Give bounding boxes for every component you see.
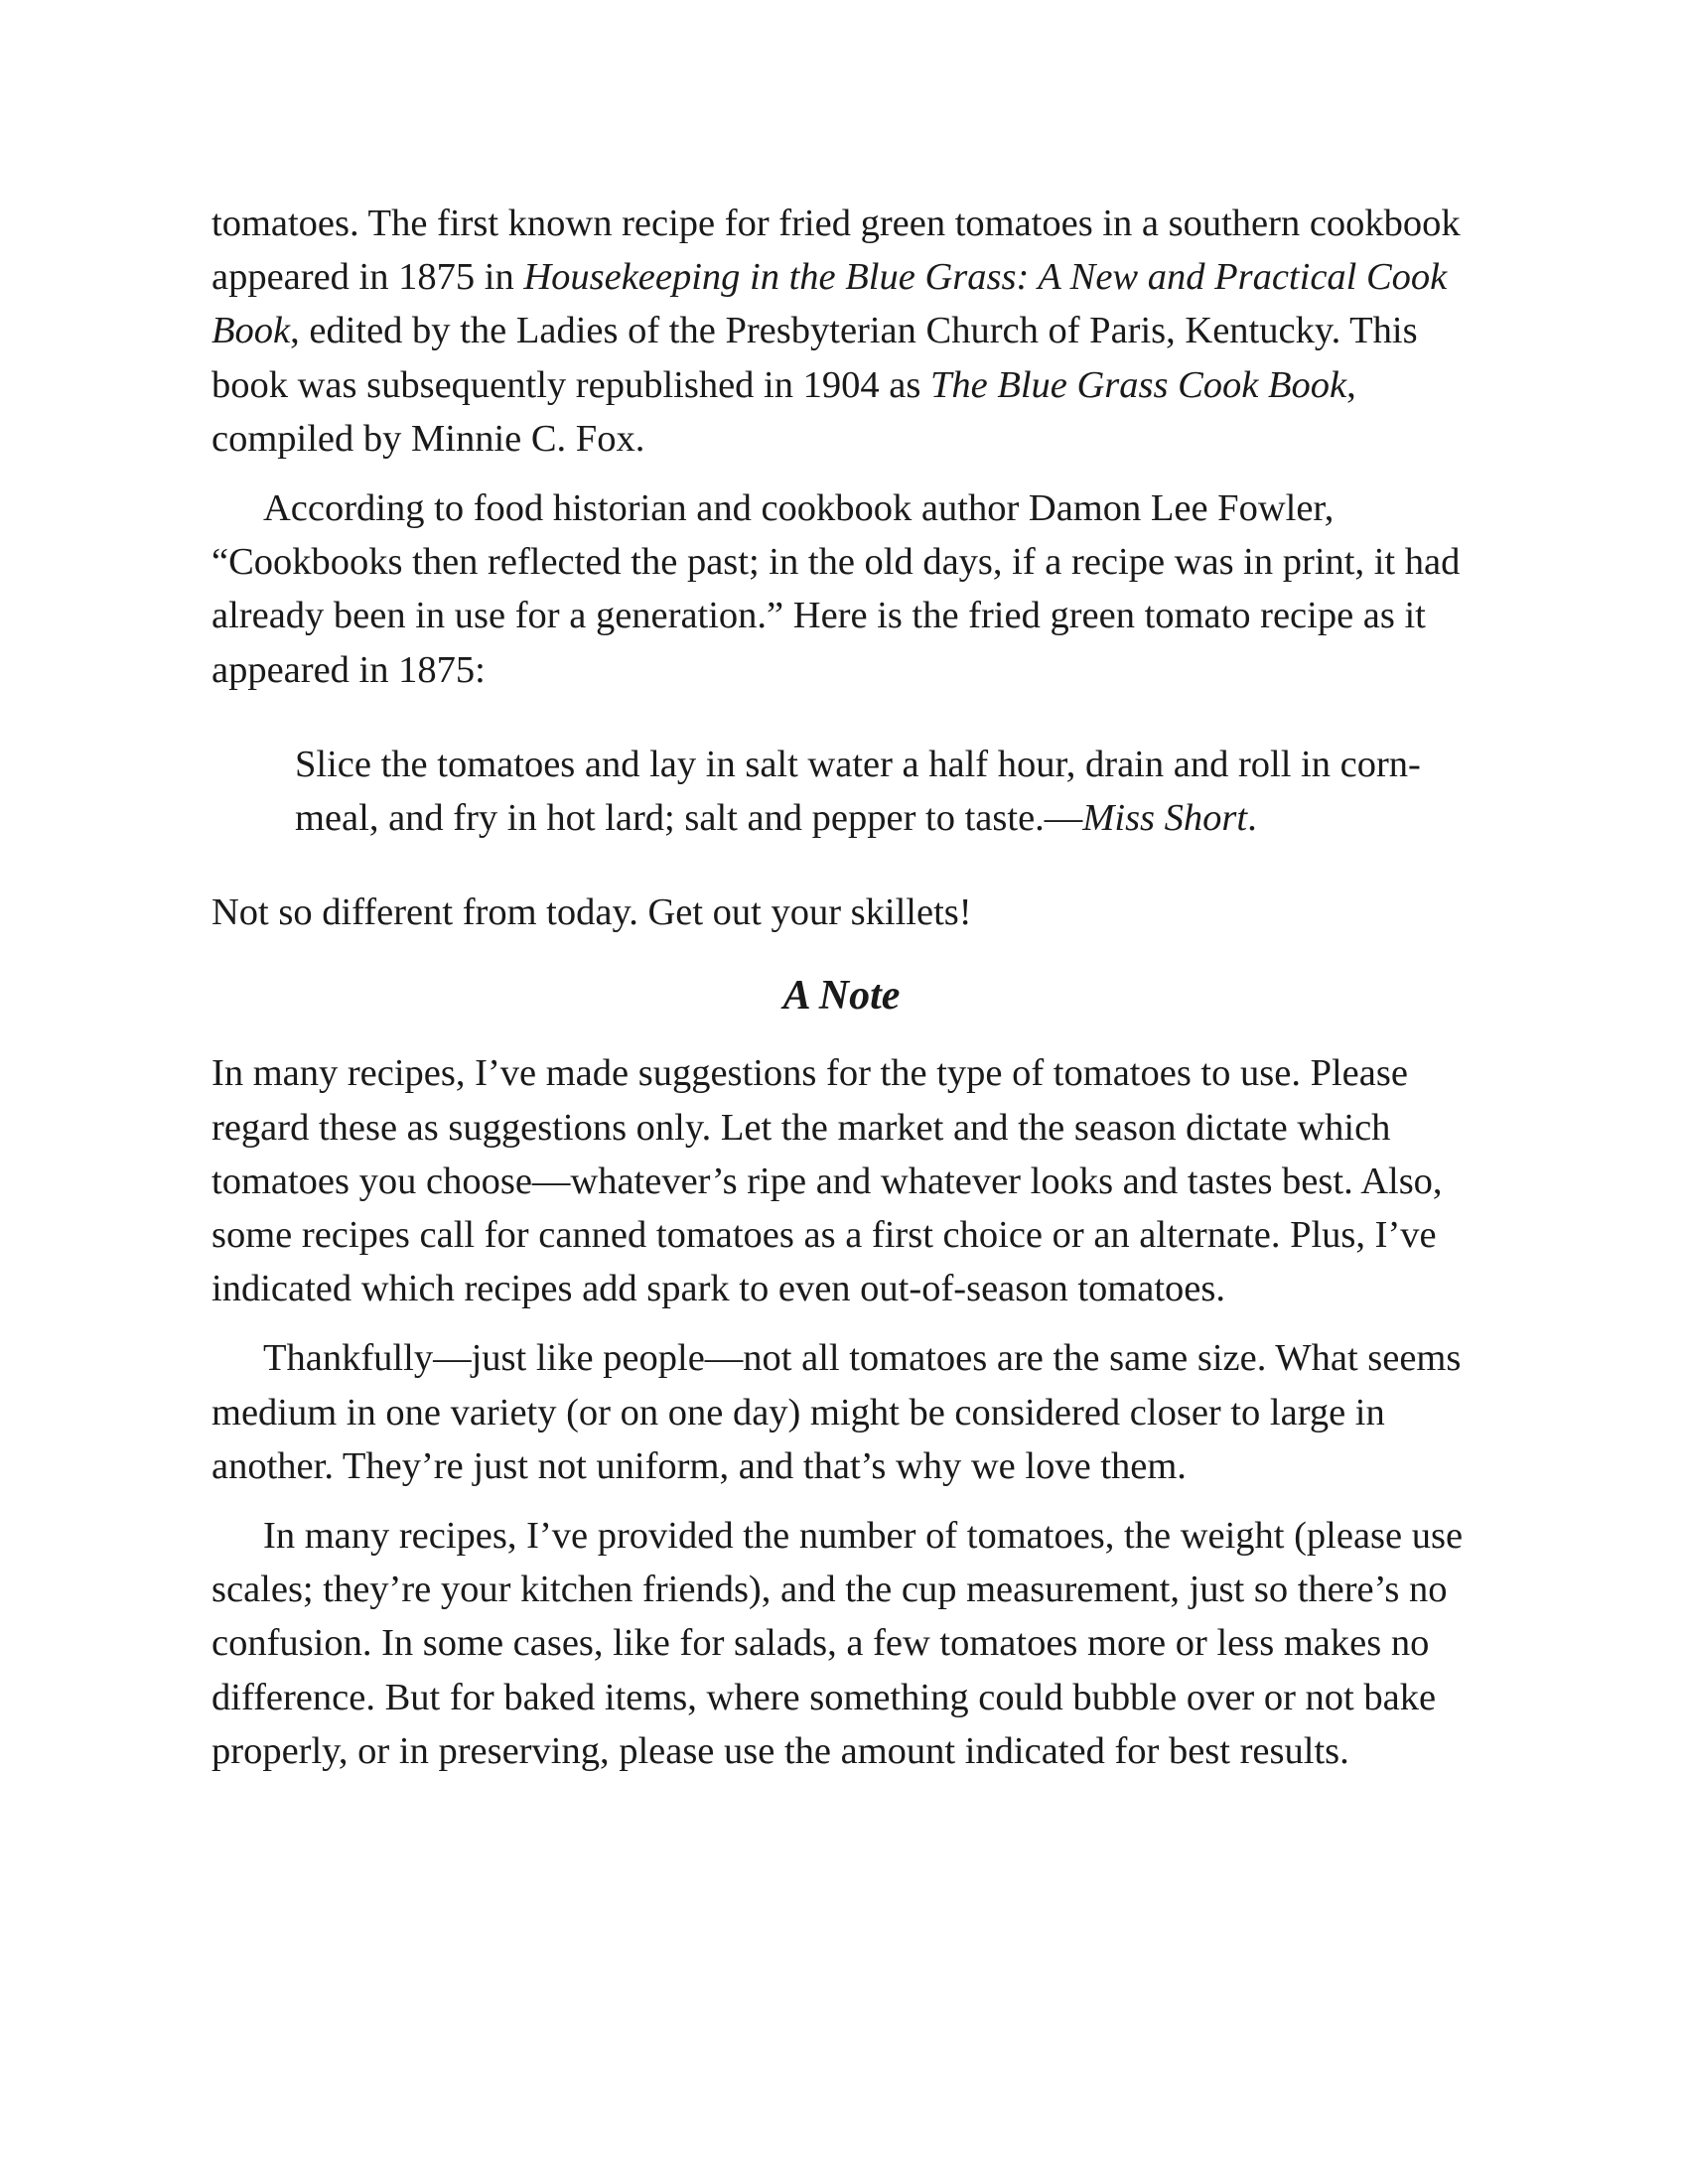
paragraph-history-part-c: , compiled by Minnie C. Fox. <box>211 363 1356 460</box>
paragraph-history-part-b: , edited by the Ladies of the Presbyterian Church of Paris, Kentucky. This book was subsequently republished in 1904 as <box>211 310 1418 406</box>
paragraph-skillets: Not so different from today. Get out your skillets! <box>211 891 972 934</box>
section-heading-note: A Note <box>782 973 901 1020</box>
book-title-blue-grass: The Blue Grass Cook Book <box>929 363 1347 406</box>
paragraph-history-part-a: tomatoes. The first known recipe for fried green tomatoes in a southern cookbook appeared in 1875 in <box>211 203 1461 299</box>
paragraph-sizes: Thankfully—just like people—not all tomatoes are the same size. What seems medium in one variety (or on one day) might be considered closer to large in another. They’re just not uniform, and that’s why we love them. <box>211 1337 1462 1487</box>
recipe-text: Slice the tomatoes and lay in salt water a half hour, drain and roll in corn-meal, and fry in hot lard; salt and pepper to taste.— <box>295 743 1421 840</box>
paragraph-fowler-quote: According to food historian and cookbook author Damon Lee Fowler, “Cookbooks then reflected the past; in the old days, if a recipe was in print, it had already been in use for a generation.” Here is the fried green tomato recipe as it appeared in 1875: <box>211 487 1461 691</box>
recipe-attribution: Miss Short <box>1082 797 1248 840</box>
paragraph-suggestions: In many recipes, I’ve made suggestions for the type of tomatoes to use. Please regard these as suggestions only. Let the market and the season dictate which tomatoes you choose—whatever’s ripe and whatever looks and tastes best. Also, some recipes call for canned tomatoes as a first choice or an alternate. Plus, I’ve indicated which recipes add spark to even out-of-season tomatoes. <box>211 1052 1443 1310</box>
paragraph-measurements: In many recipes, I’ve provided the number of tomatoes, the weight (please use scales; they’re your kitchen friends), and the cup measurement, just so there’s no confusion. In some cases, like for salads, a few tomatoes more or less makes no difference. But for baked items, where something could bubble over or not bake properly, or in preserving, please use the amount indicated for best results. <box>211 1515 1464 1772</box>
paragraph-history <box>211 197 1472 466</box>
recipe-end: . <box>1247 797 1257 840</box>
recipe-blockquote <box>295 738 1472 845</box>
book-title-housekeeping: Housekeeping in the Blue Grass: A New and Practical Cook Book <box>211 256 1448 352</box>
